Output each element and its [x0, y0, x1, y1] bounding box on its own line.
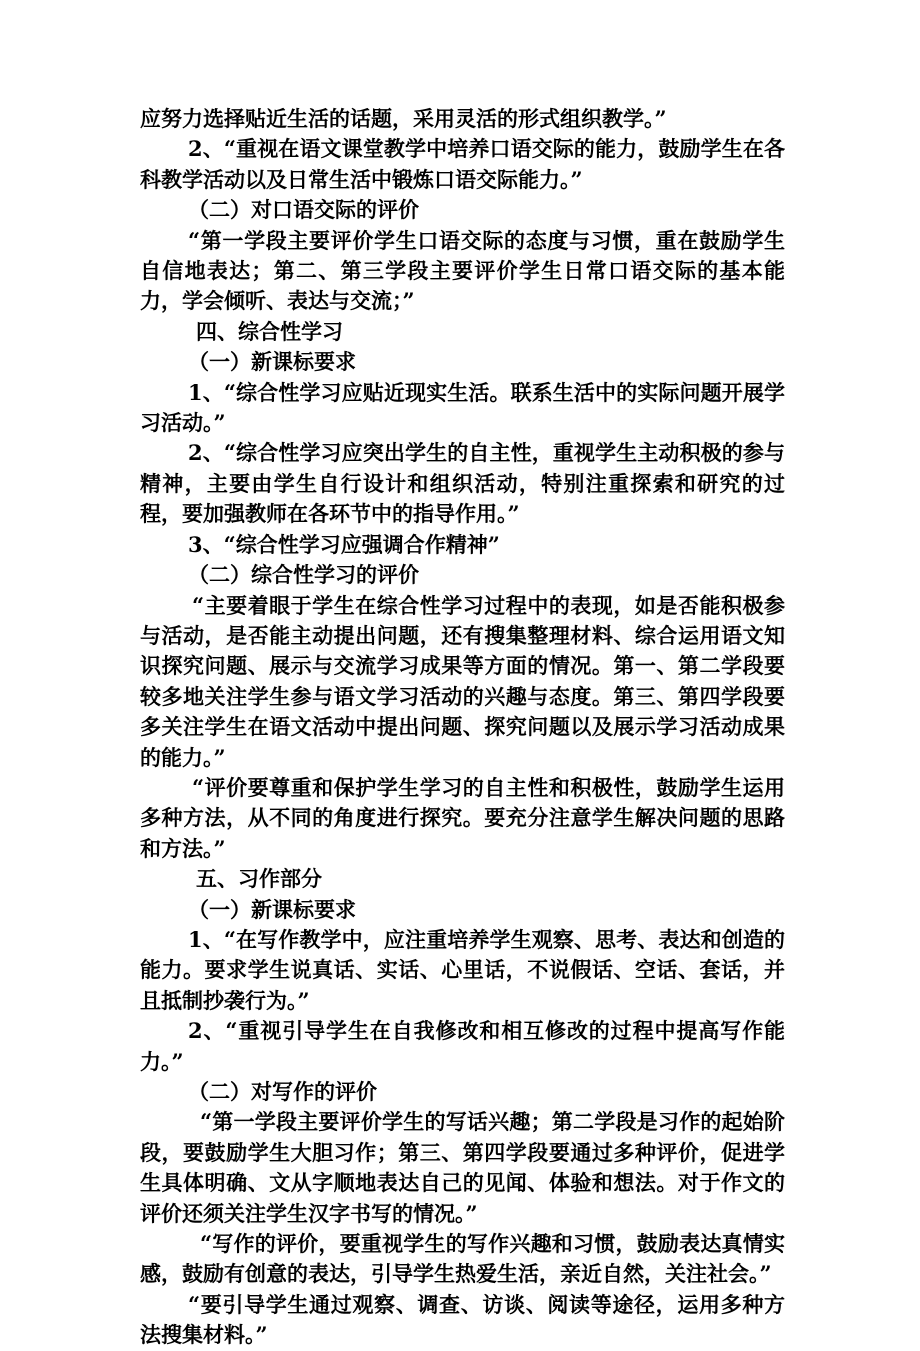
paragraph-material-collection: “要引导学生通过观察、调查、访谈、阅读等途径，运用多种方法搜集材料。” [140, 1291, 785, 1348]
paragraph-writing-interest: “写作的评价，要重视学生的写作兴趣和习惯，鼓励表达真情实感，鼓励有创意的表达，引导学生热爱生活，亲近自然，关注社会。” [140, 1231, 785, 1287]
subheading-new-standard-requirements: （一）新课标要求 [188, 349, 356, 375]
subheading-writing-evaluation: （二）对写作的评价 [188, 1079, 377, 1104]
section-heading-writing: 五、习作部分 [196, 866, 322, 892]
paragraph-comprehensive-item-3: 3、“综合性学习应强调合作精神” [188, 531, 500, 557]
paragraph-evaluation-autonomy: “评价要尊重和保护学生学习的自主性和积极性，鼓励学生运用多种方法，从不同的角度进行探究。要充分注意学生解决问题的思路和方法。” [140, 774, 785, 861]
subheading-oral-evaluation: （二）对口语交际的评价 [188, 197, 419, 223]
paragraph-continuation: 应努力选择贴近生活的话题，采用灵活的形式组织教学。” [140, 106, 667, 131]
document-body [140, 104, 785, 1351]
paragraph-comprehensive-item-1: 1、“综合性学习应贴近现实生活。联系生活中的实际问题开展学习活动。” [140, 379, 785, 436]
paragraph-writing-item-1: 1、“在写作教学中，应注重培养学生观察、思考、表达和创造的能力。要求学生说真话、实话、心里话，不说假话、空话、套话，并且抵制抄袭行为。” [140, 926, 785, 1013]
subheading-writing-requirements: （一）新课标要求 [188, 896, 356, 922]
paragraph-comprehensive-evaluation: “主要着眼于学生在综合性学习过程中的表现，如是否能积极参与活动，是否能主动提出问题，还有搜集整理材料、综合运用语文知识探究问题、展示与交流学习成果等方面的情况。第一、第二学段要较多地关注学生参与语文学习活动的兴趣与态度。第三、第四学段要多关注学生在语文活动中提出问题、探究问题以及展示学习活动成果的能力。” [140, 592, 785, 770]
section-heading-comprehensive-learning: 四、综合性学习 [196, 318, 343, 344]
paragraph-writing-item-2: 2、“重视引导学生在自我修改和相互修改的过程中提高写作能力。” [140, 1018, 785, 1074]
paragraph-writing-evaluation: “第一学段主要评价学生的写话兴趣；第二学段是习作的起始阶段，要鼓励学生大胆习作；第三、第四学段要通过多种评价，促进学生具体明确、文从字顺地表达自己的见闻、体验和想法。对于作文的评价还须关注学生汉字书写的情况。” [140, 1109, 785, 1226]
subheading-comprehensive-evaluation: （二）综合性学习的评价 [188, 562, 419, 588]
paragraph-oral-evaluation: “第一学段主要评价学生口语交际的态度与习惯，重在鼓励学生自信地表达；第二、第三学段主要评价学生日常口语交际的基本能力，学会倾听、表达与交流；” [140, 227, 785, 314]
paragraph-oral-item-2: 2、“重视在语文课堂教学中培养口语交际的能力，鼓励学生在各科教学活动以及日常生活中锻炼口语交际能力。” [140, 136, 785, 192]
paragraph-comprehensive-item-2: 2、“综合性学习应突出学生的自主性，重视学生主动积极的参与精神，主要由学生自行设计和组织活动，特别注重探索和研究的过程，要加强教师在各环节中的指导作用。” [140, 440, 785, 527]
